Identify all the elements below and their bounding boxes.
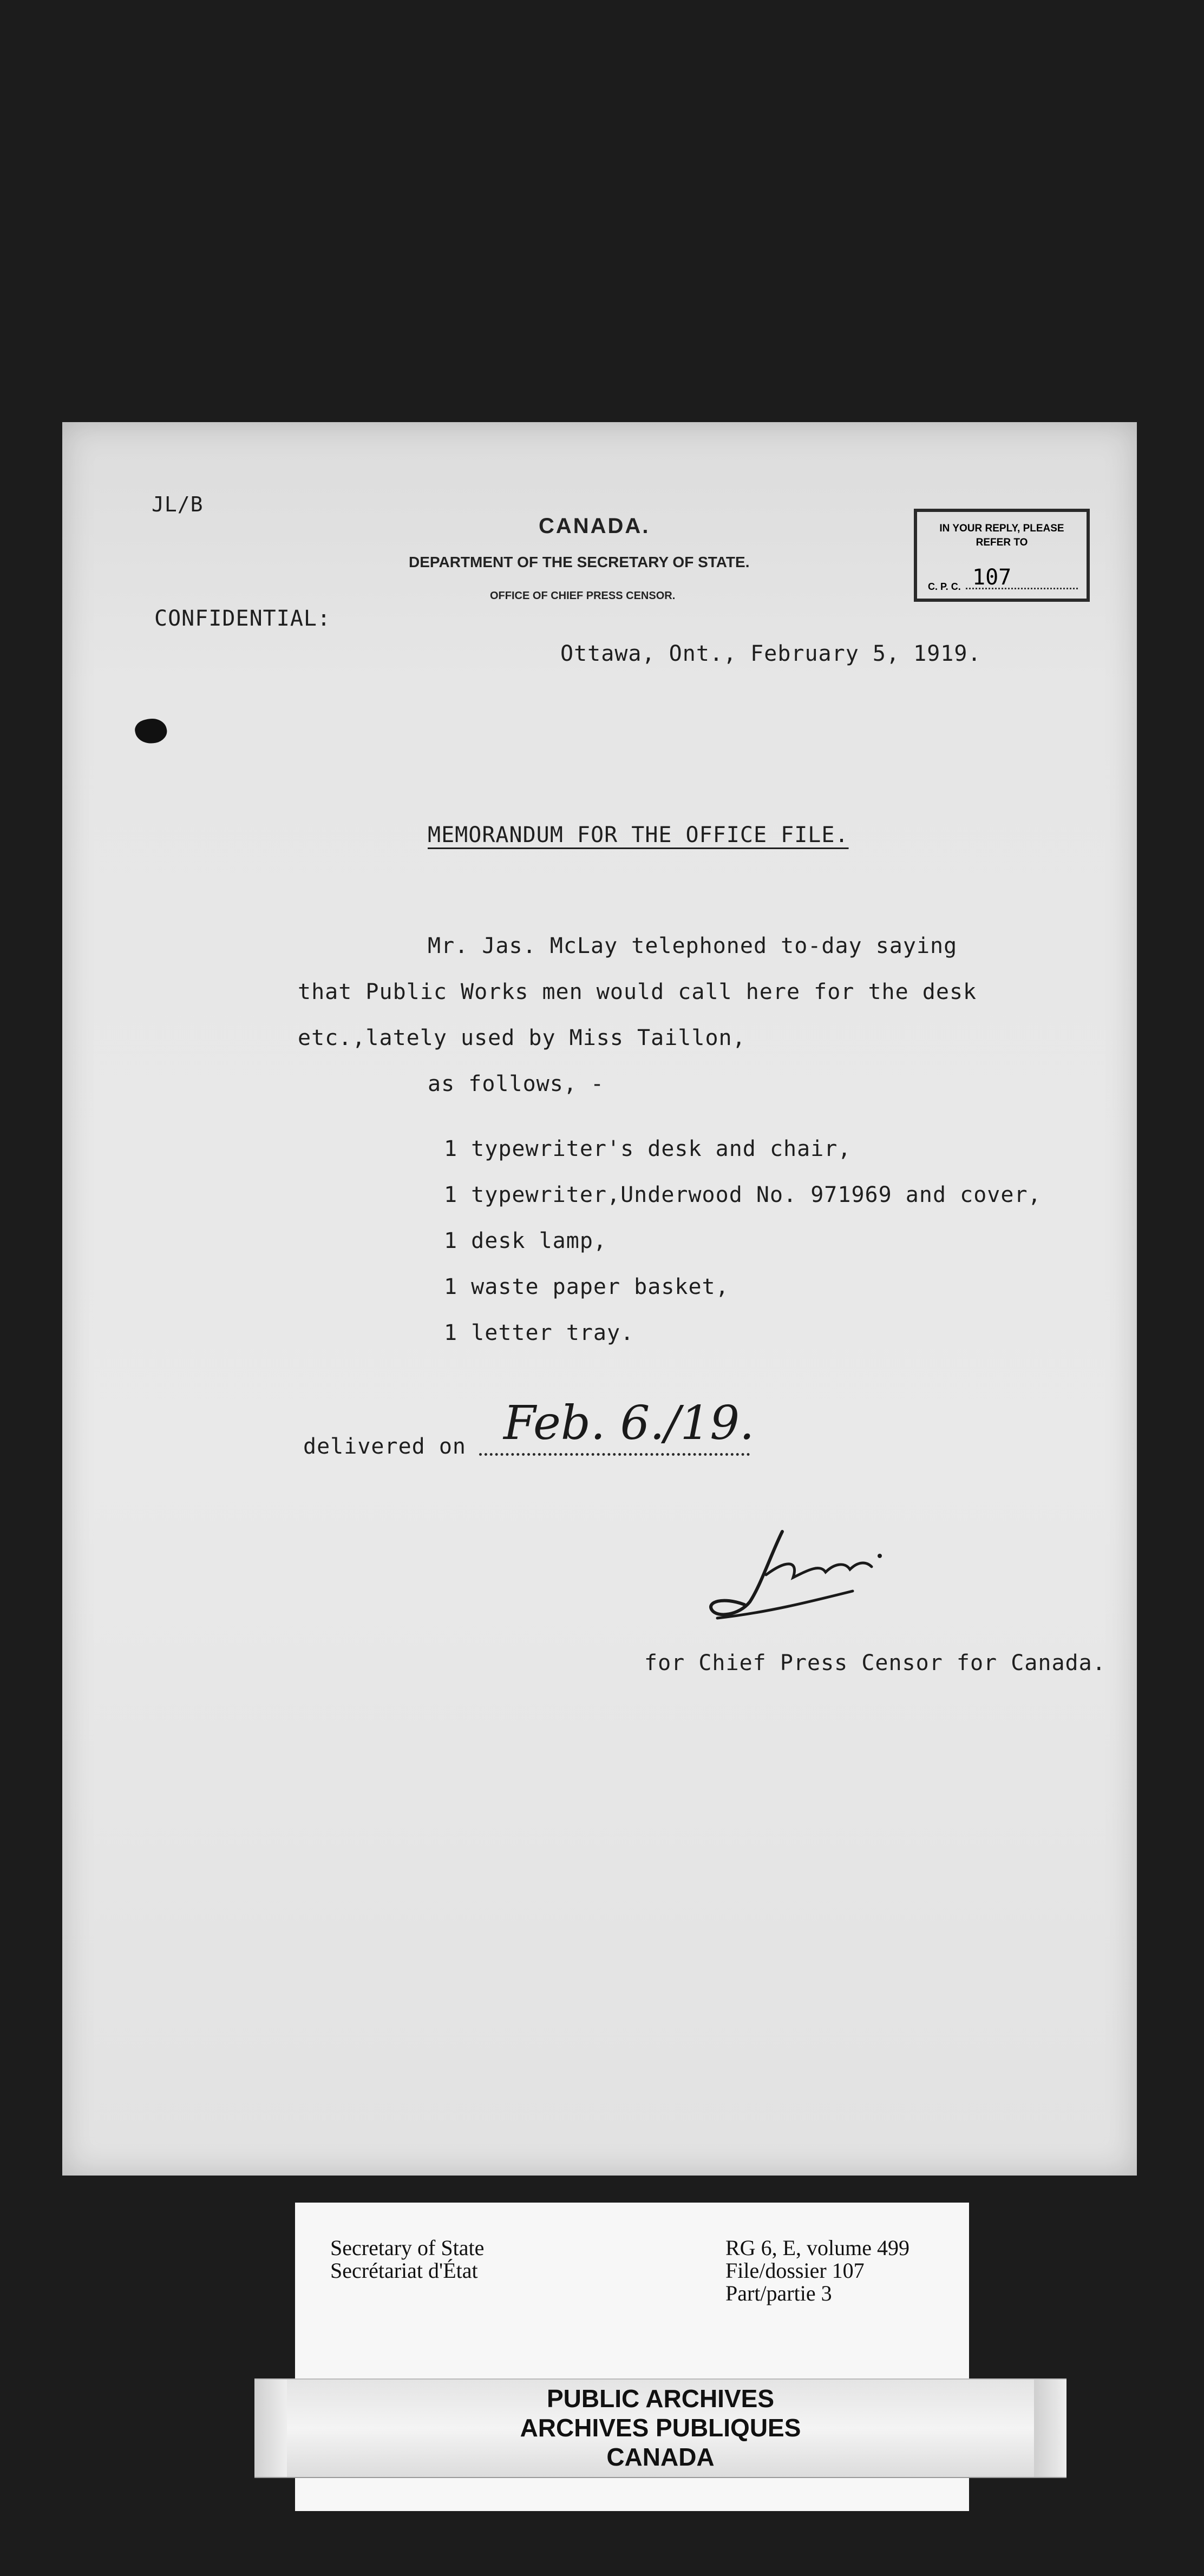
delivered-dotted-line	[479, 1453, 750, 1456]
letterhead-country: CANADA.	[539, 514, 650, 538]
memo-title: MEMORANDUM FOR THE OFFICE FILE.	[428, 823, 849, 847]
tag-record-group-fr: Secrétariat d'État	[330, 2258, 478, 2283]
signature-mark	[701, 1510, 896, 1629]
archives-label-band	[254, 2378, 1066, 2478]
handwritten-delivery-date: Feb. 6./19.	[503, 1396, 755, 1450]
list-item-desk-lamp: 1 desk lamp,	[444, 1228, 607, 1253]
reply-box-prefix: C. P. C.	[928, 581, 961, 592]
reply-box-line1: IN YOUR REPLY, PLEASE	[939, 523, 1064, 534]
list-item-typewriter: 1 typewriter,Underwood No. 971969 and cover,	[444, 1182, 1042, 1207]
band-line-public-archives: PUBLIC ARCHIVES	[547, 2384, 774, 2413]
reply-box-line2: REFER TO	[976, 537, 1028, 548]
sign-off-line: for Chief Press Censor for Canada.	[644, 1651, 1106, 1675]
body-line-3: etc.,lately used by Miss Taillon,	[298, 1026, 746, 1050]
classification-label: CONFIDENTIAL:	[154, 606, 331, 631]
tag-file: File/dossier 107	[725, 2258, 865, 2283]
tag-record-group-en: Secretary of State	[330, 2236, 485, 2260]
body-line-1: Mr. Jas. McLay telephoned to-day saying	[428, 934, 958, 958]
document-page	[62, 422, 1137, 2176]
letterhead-office: OFFICE OF CHIEF PRESS CENSOR.	[490, 590, 676, 602]
dateline: Ottawa, Ont., February 5, 1919.	[560, 641, 981, 666]
reply-box-number: 107	[972, 565, 1012, 590]
band-line-canada: CANADA	[606, 2443, 715, 2471]
reply-box-dotted-line	[966, 588, 1078, 589]
reply-reference-box	[914, 509, 1090, 602]
band-line-archives-publiques: ARCHIVES PUBLIQUES	[520, 2414, 801, 2442]
ink-blot-mark	[133, 715, 169, 746]
list-item-letter-tray: 1 letter tray.	[444, 1320, 634, 1345]
letterhead-department: DEPARTMENT OF THE SECRETARY OF STATE.	[409, 554, 750, 570]
tag-part: Part/partie 3	[725, 2281, 832, 2305]
delivered-label: delivered on	[303, 1434, 466, 1459]
tag-volume: RG 6, E, volume 499	[725, 2236, 909, 2260]
list-item-waste-basket: 1 waste paper basket,	[444, 1274, 729, 1299]
typist-initials: JL/B	[152, 492, 204, 516]
list-item-desk-chair: 1 typewriter's desk and chair,	[444, 1136, 852, 1161]
body-line-2: that Public Works men would call here for the desk	[298, 980, 977, 1004]
body-line-4: as follows, -	[428, 1072, 605, 1096]
